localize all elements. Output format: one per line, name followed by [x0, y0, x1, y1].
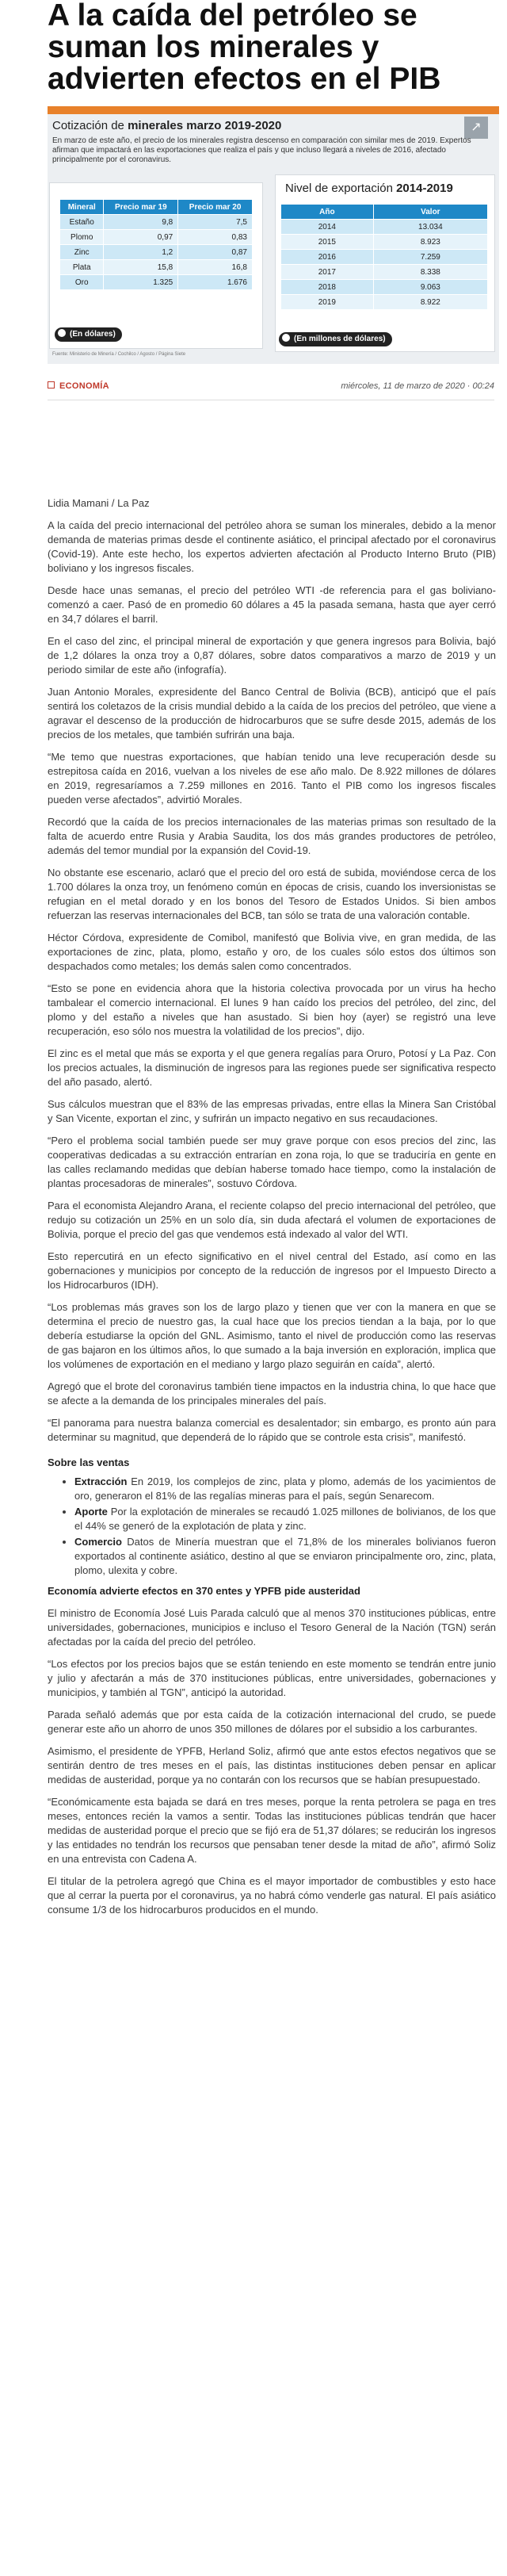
table-cell: 9,8	[104, 215, 178, 230]
table-cell: 0,97	[104, 230, 178, 245]
section-tag[interactable]	[48, 381, 109, 391]
table-cell: 9.063	[373, 280, 487, 295]
table-row	[60, 230, 253, 245]
exports-title	[285, 182, 453, 195]
article-paragraph: Parada señaló además que por esta caída de la cotización internacional del crudo, se puede generar este año un ahorro de unos 350 millones de dólares por el subsidio a los carburantes.	[48, 1709, 496, 1735]
table-cell: 2018	[281, 280, 374, 295]
exports-unit-badge	[279, 332, 392, 346]
table-row	[281, 235, 488, 250]
article-paragraph: Héctor Córdova, expresidente de Comibol, manifestó que Bolivia vive, en gran medida, de las exportaciones de zinc, plata, plomo, estaño y oro, de los cuales sólo estos dos últimos son despachados como metales; los demás salen como concentrados.	[48, 932, 496, 972]
table-cell: 8.923	[373, 235, 487, 250]
table-cell: 2016	[281, 250, 374, 265]
bullet-label: Extracción	[74, 1476, 128, 1487]
minerals-unit-label: (En dólares)	[70, 330, 116, 339]
bullet-label: Aporte	[74, 1506, 108, 1518]
table-cell: 2014	[281, 220, 374, 235]
article-paragraph: Recordó que la caída de los precios internacionales de las materias primas son resultado de la falta de acuerdo entre Rusia y Arabia Saudita, los dos más grandes productores de petróleo, además del temor mundial por la expansión del Covid-19.	[48, 816, 496, 856]
table-cell: 13.034	[373, 220, 487, 235]
subheading-economy: Economía advierte efectos en 370 entes y YPFB pide austeridad	[48, 1585, 360, 1597]
byline: Lidia Mamani / La Paz	[48, 497, 150, 509]
publish-date: miércoles, 11 de marzo de 2020 · 00:24	[341, 381, 494, 391]
exports-title-prefix: Nivel de exportación	[285, 182, 397, 195]
table-cell: 8.338	[373, 265, 487, 280]
article-paragraph: En el caso del zinc, el principal mineral de exportación y que genera ingresos para Bolivia, bajó de 1,2 dólares la onza troy a 0,87 dólares, sobre datos comparativos a marzo de 2019 y un periodo similar de este año (infografía).	[48, 635, 496, 676]
exports-header-cell: Valor	[373, 205, 487, 220]
table-cell: 0,87	[178, 245, 253, 260]
headline: A la caída del petróleo se suman los minerales y advierten efectos en el PIB	[48, 0, 441, 96]
article-paragraph: Sus cálculos muestran que el 83% de las empresas privadas, entre ellas la Minera San Cristóbal y San Vicente, exportan el zinc, y sufrirán un impacto negativo en sus recaudaciones.	[48, 1098, 496, 1124]
table-row	[281, 295, 488, 310]
expand-icon[interactable]: ↗	[464, 117, 488, 139]
section-label: ECONOMÍA	[59, 381, 109, 391]
table-row	[60, 245, 253, 260]
article-paragraph: “Económicamente esta bajada se dará en tres meses, porque la renta petrolera se paga en tres meses, entonces recién la vamos a sentir. Todas las instituciones públicas tendrán que hacer medidas de austeridad porque el precio que se fijó era de 51,37 dólares; se reducirán los ingresos y las entidades no tendrán los recursos que pensaban tener desde la mitad de año”, afirmó Soliz en una entrevista con Cadena A.	[48, 1796, 496, 1865]
article-paragraph: El zinc es el metal que más se exporta y el que genera regalías para Oruro, Potosí y La Paz. Con los precios actuales, la disminución de ingresos para las regiones puede ser significativa respecto del año pasado, alertó.	[48, 1047, 496, 1088]
article-paragraph: Esto repercutirá en un efecto significativo en el nivel central del Estado, así como en las gobernaciones y municipios por concepto de la reducción de ingresos por el Impuesto Directo a los Hidrocarburos (IDH).	[48, 1250, 496, 1291]
table-cell: Plata	[60, 260, 104, 275]
bullet-text: Datos de Minería muestran que el 71,8% de los minerales bolivianos fueron exportados al continente asiático, destino al que se enviaron principalmente oro, zinc, plata, plomo, ulexita y cobre.	[74, 1536, 496, 1576]
table-cell: Zinc	[60, 245, 104, 260]
infographic-title-prefix: Cotización de	[52, 119, 128, 132]
table-cell: Estaño	[60, 215, 104, 230]
article-paragraph: No obstante ese escenario, aclaró que el precio del oro está de subida, moviéndose cerca de los 1.700 dólares la onza troy, un fenómeno común en épocas de crisis, cuando los inversionistas se refugian en el metal dorado y en los bonos del Tesoro de Estados Unidos. Si bien ambos refuerzan las reservas internacionales del BCB, tan sólo se trata de una valoración contable.	[48, 867, 496, 921]
article-body	[48, 496, 496, 1925]
table-cell: 7,5	[178, 215, 253, 230]
table-cell: 7.259	[373, 250, 487, 265]
table-cell: 0,83	[178, 230, 253, 245]
badge-dot-icon	[58, 329, 66, 337]
subheading-sales: Sobre las ventas	[48, 1456, 130, 1468]
minerals-header-cell: Mineral	[60, 200, 104, 215]
table-row	[281, 220, 488, 235]
bullet-text: En 2019, los complejos de zinc, plata y plomo, además de los yacimientos de oro, generaron el 81% de las regalías mineras para el país, según Senarecom.	[74, 1476, 496, 1502]
table-row	[281, 250, 488, 265]
table-row	[60, 215, 253, 230]
minerals-header-cell: Precio mar 19	[104, 200, 178, 215]
article-paragraph: “Esto se pone en evidencia ahora que la historia colectiva provocada por un virus ha hecho tambalear el comercio internacional. El lunes 9 han caído los precios del petróleo, del zinc, del plomo y del estaño a niveles que han asustado. Si bien hoy (ayer) se registró una leve recuperación, eso sólo nos muestra la volatilidad de los precios”, dijo.	[48, 982, 496, 1037]
table-cell: 15,8	[104, 260, 178, 275]
minerals-table	[59, 199, 253, 290]
exports-title-bold: 2014-2019	[396, 182, 453, 195]
infographic-top-bar	[48, 106, 499, 114]
bullet-text: Por la explotación de minerales se recaudó 1.025 millones de bolivianos, de los que el 44% se generó de la explotación de plata y zinc.	[74, 1506, 496, 1532]
infographic-title	[52, 119, 281, 132]
article-paragraph: El titular de la petrolera agregó que China es el mayor importador de combustibles y esto hace que al cerrar la puerta por el coronavirus, ya no habrá cómo venderle gas natural. El país asiático consume 1/3 de los hidrocarburos producidos en el mundo.	[48, 1875, 496, 1916]
sales-bullet-list	[48, 1475, 496, 1578]
table-row	[60, 260, 253, 275]
table-cell: 1.676	[178, 275, 253, 290]
table-cell: Oro	[60, 275, 104, 290]
exports-panel	[275, 174, 495, 352]
list-item	[74, 1505, 496, 1533]
table-cell: 1,2	[104, 245, 178, 260]
table-cell: Plomo	[60, 230, 104, 245]
article-paragraph: “El panorama para nuestra balanza comercial es desalentador; sin embargo, es pronto aún para determinar su magnitud, que dependerá de lo rápido que se controle esta crisis”, manifestó.	[48, 1417, 496, 1443]
minerals-unit-badge	[55, 327, 122, 342]
article-paragraph: “Me temo que nuestras exportaciones, que habían tenido una leve recuperación desde su estrepitosa caída en 2016, vuelvan a los niveles de ese año malo. De 8.922 millones de dólares en 2019, regresaríamos a 7.259 millones en 2016. Tanto el PIB como los ingresos fiscales pueden verse afectados”, advirtió Morales.	[48, 751, 496, 806]
table-row	[281, 280, 488, 295]
list-item	[74, 1475, 496, 1503]
article-paragraphs-a	[48, 519, 496, 1445]
article-paragraph: “Los problemas más graves son los de largo plazo y tienen que ver con la manera en que se determina el precio de nuestro gas, la cual hace que los precios tiendan a la baja, por lo que debería estudiarse la opción del GNL. Asimismo, tanto el nivel de producción como las reservas de gas bajaron en los últimos años, lo que sumado a la baja inversión en exploración, implica que los volúmenes de exportación en el mediano y largo plazo seguirán en caída”, alertó.	[48, 1301, 496, 1370]
table-row	[281, 265, 488, 280]
table-cell: 2015	[281, 235, 374, 250]
table-cell: 2019	[281, 295, 374, 310]
article-paragraph: “Los efectos por los precios bajos que se están teniendo en este momento se tendrán entre junio y julio y afectarán a más de 370 instituciones públicas, entre universidades, gobernaciones y municipios, y también al TGN”, anticipó la autoridad.	[48, 1658, 496, 1698]
infographic	[48, 106, 499, 364]
infographic-source: Fuente: Ministerio de Minería / Cochilco / Agosto / Página Siete	[52, 352, 186, 357]
table-cell: 1.325	[104, 275, 178, 290]
bullet-label: Comercio	[74, 1536, 122, 1548]
minerals-panel	[49, 182, 263, 349]
exports-table	[280, 204, 488, 310]
article-paragraph: Desde hace unas semanas, el precio del petróleo WTI -de referencia para el gas boliviano- comenzó a caer. Pasó de en promedio 60 dólares a 45 la pasada semana, hasta que ayer cerró en 34,7 dólares el barril.	[48, 584, 496, 625]
article-paragraph: A la caída del precio internacional del petróleo ahora se suman los minerales, debido a la menor demanda de materias primas desde el continente asiático, el principal afectado por el coronavirus (Covid-19). Ante este hecho, los expertos advierten afectación al Producto Interno Bruto (PIB) boliviano y los ingresos fiscales.	[48, 519, 496, 574]
article-paragraph: Juan Antonio Morales, expresidente del Banco Central de Bolivia (BCB), anticipó que el país sentirá los coletazos de la crisis mundial debido a la caída de los precios del petróleo, que viene a agravar el descenso de la producción de hidrocarburos que se sufre desde 2015, además de los precios de los metales, que también sufrirán una baja.	[48, 686, 496, 741]
article-paragraph: “Pero el problema social también puede ser muy grave porque con esos precios del zinc, las cooperativas dedicadas a su extracción entrarían en zona roja, lo que se traduciría en gente en las calles reclamando medidas que debían haberse tomado hace tiempo, como la instalación de plantas procesadoras de minerales”, sostuvo Córdova.	[48, 1135, 496, 1189]
table-cell: 16,8	[178, 260, 253, 275]
badge-dot-icon	[282, 334, 290, 342]
section-square-icon	[48, 381, 55, 389]
table-cell: 2017	[281, 265, 374, 280]
article-paragraph: Asimismo, el presidente de YPFB, Herland Soliz, afirmó que ante estos efectos negativos que se sentirán dentro de tres meses en el país, las distintas instituciones deben pensar en aplicar medidas de austeridad, porque ya no contarán con los recursos que se habían presupuestado.	[48, 1745, 496, 1786]
minerals-header-cell: Precio mar 20	[178, 200, 253, 215]
infographic-description: En marzo de este año, el precio de los minerales registra descenso en comparación con similar mes de 2019. Expertos afirman que impactará en las exportaciones que realiza el país y que incluso llegará a niveles de 2016, afectado principalmente por el coronavirus.	[52, 136, 471, 164]
article-paragraphs-b	[48, 1606, 496, 1917]
article-paragraph: El ministro de Economía José Luis Parada calculó que al menos 370 instituciones públicas, entre universidades, gobernaciones, municipios e incluso el Tesoro General de la Nación (TGN) serán afectadas por la caída del precio del petróleo.	[48, 1607, 496, 1648]
exports-header-cell: Año	[281, 205, 374, 220]
article-meta	[48, 379, 494, 395]
table-cell: 8.922	[373, 295, 487, 310]
infographic-title-bold: minerales marzo 2019-2020	[128, 119, 282, 132]
article-paragraph: Agregó que el brote del coronavirus también tiene impactos en la industria china, lo que hace que se afecte a la demanda de los principales minerales del país.	[48, 1380, 496, 1407]
article-paragraph: Para el economista Alejandro Arana, el reciente colapso del precio internacional del petróleo, que redujo su cotización un 25% en un solo día, sin duda afectará el volumen de exportaciones de Bolivia, porque el precio del gas que vendemos está indexado al valor del WTI.	[48, 1200, 496, 1240]
table-row	[60, 275, 253, 290]
list-item	[74, 1535, 496, 1578]
exports-unit-label: (En millones de dólares)	[294, 335, 386, 343]
